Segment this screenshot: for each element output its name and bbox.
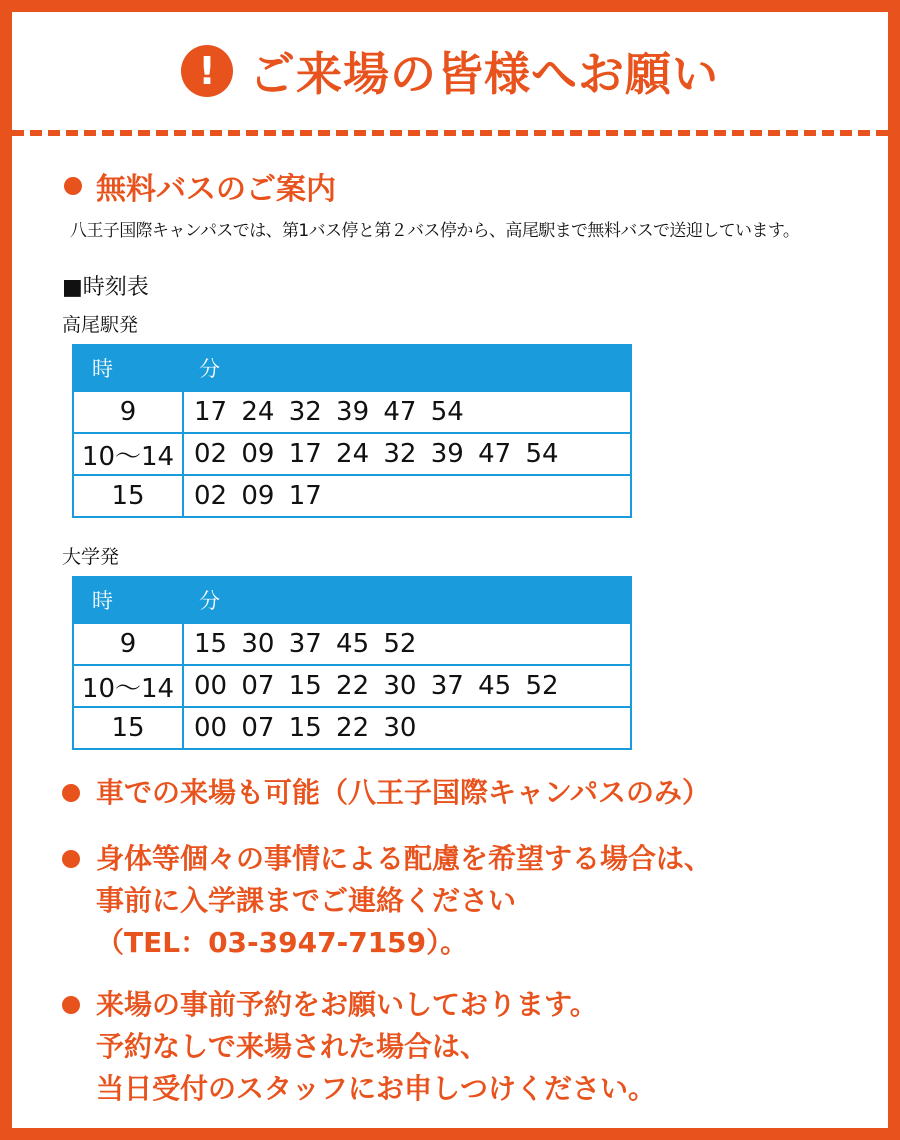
timetable-label: ■時刻表: [62, 275, 149, 300]
note-text: [96, 984, 656, 1110]
hour-cell: 15: [73, 475, 183, 517]
hour-cell: 9: [73, 391, 183, 433]
table-header-row: [73, 577, 631, 623]
header-minute: 分: [183, 345, 631, 391]
minutes-cell: 02 09 17: [183, 475, 631, 517]
table-label-takao: 高尾駅発: [62, 314, 139, 336]
minutes-cell: 17 24 32 39 47 54: [183, 391, 631, 433]
note-line: 予約なしで来場された場合は、: [96, 1030, 489, 1063]
table-header-row: [73, 345, 631, 391]
hour-cell: 10〜14: [73, 433, 183, 475]
header-hour: 時: [73, 345, 183, 391]
bullet-dot-icon: [64, 177, 82, 195]
bullet-dot-icon: [62, 996, 80, 1014]
note-line: 身体等個々の事情による配慮を希望する場合は、: [96, 842, 713, 875]
bus-section-title: 無料バスのご案内: [96, 172, 336, 207]
note-reservation: [62, 984, 656, 1110]
dashed-divider: [12, 130, 888, 136]
note-line: 事前に入学課までご連絡ください: [96, 884, 517, 917]
page-title: ご来場の皆様へお願い: [249, 47, 719, 101]
table-label-university: 大学発: [62, 546, 120, 568]
hour-cell: 10〜14: [73, 665, 183, 707]
minutes-cell: 02 09 17 24 32 39 47 54: [183, 433, 631, 475]
note-text: [96, 772, 710, 814]
timetable-university: [72, 576, 632, 750]
bullet-dot-icon: [62, 784, 80, 802]
note-line: 車での来場も可能（八王子国際キャンパスのみ）: [96, 776, 711, 809]
hour-cell: 9: [73, 623, 183, 665]
table-row: [73, 707, 631, 749]
note-car: [62, 772, 710, 814]
header-minute: 分: [183, 577, 631, 623]
table-row: [73, 665, 631, 707]
minutes-cell: 00 07 15 22 30: [183, 707, 631, 749]
note-line: （TEL：03-3947-7159）。: [96, 926, 469, 959]
exclamation-icon: !: [181, 45, 233, 97]
table-row: [73, 475, 631, 517]
table-row: [73, 391, 631, 433]
note-line: 当日受付のスタッフにお申しつけください。: [96, 1072, 657, 1105]
minutes-cell: 00 07 15 22 30 37 45 52: [183, 665, 631, 707]
minutes-cell: 15 30 37 45 52: [183, 623, 631, 665]
timetable-takao: [72, 344, 632, 518]
table-row: [73, 433, 631, 475]
bullet-dot-icon: [62, 850, 80, 868]
note-accessibility: [62, 838, 712, 964]
note-text: [96, 838, 712, 964]
bus-description: 八王子国際キャンパスでは、第1バス停と第２バス停から、高尾駅まで無料バスで送迎しています。: [70, 221, 800, 241]
bus-section-heading: [64, 164, 336, 208]
header: [12, 12, 888, 130]
table-row: [73, 623, 631, 665]
hour-cell: 15: [73, 707, 183, 749]
note-line: 来場の事前予約をお願いしております。: [96, 988, 598, 1021]
header-hour: 時: [73, 577, 183, 623]
